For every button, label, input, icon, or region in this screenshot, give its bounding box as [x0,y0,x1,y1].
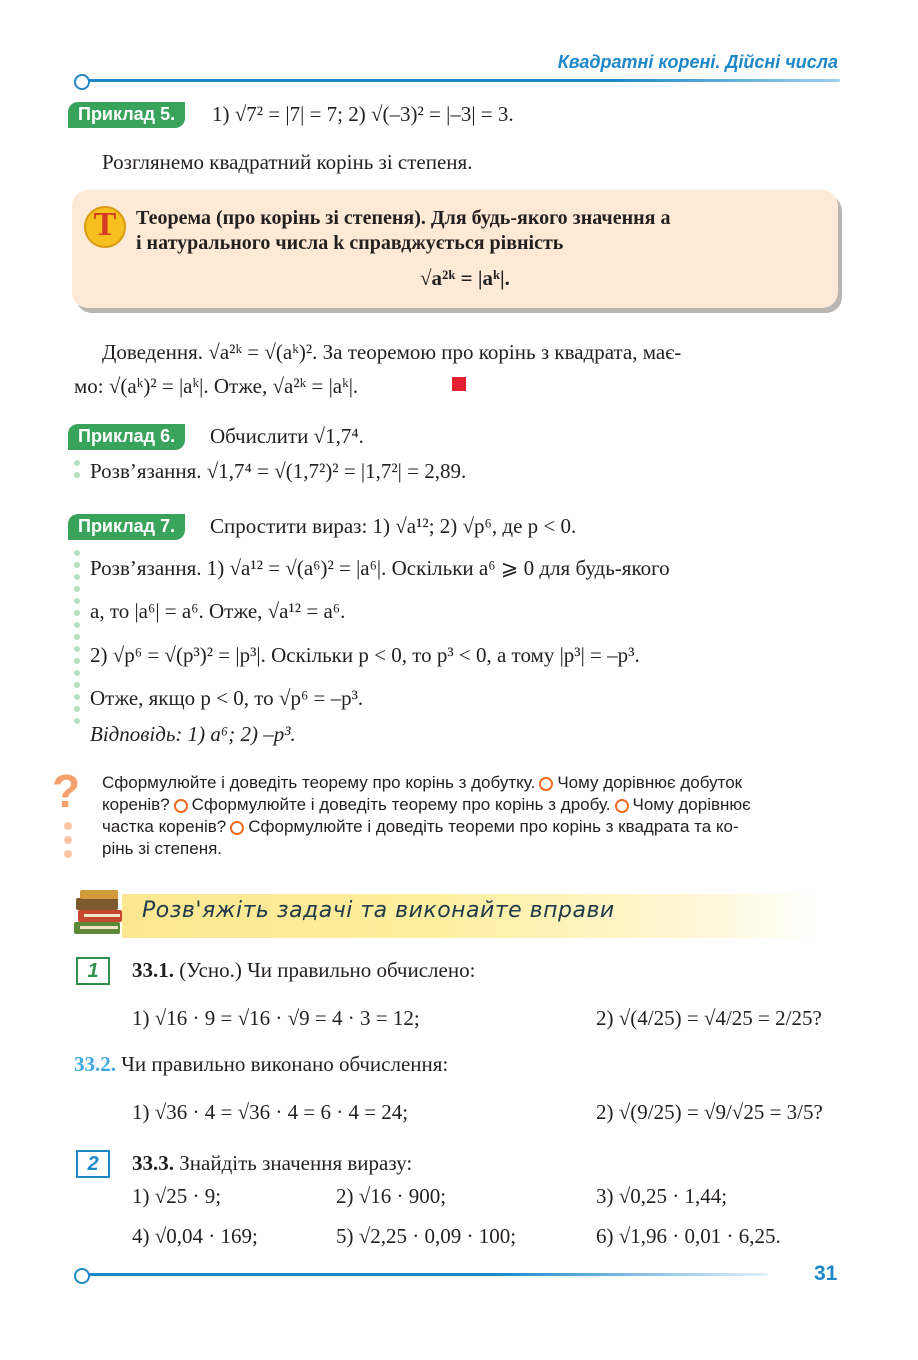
running-title: Квадратні корені. Дійсні числа [557,52,838,72]
ex-33-2-header: 33.2. Чи правильно виконано обчислення: [74,1052,449,1076]
ex-33-3-item-3: 3) √0,25 · 1,44; [596,1184,728,1208]
bullet-ring-icon [615,799,629,813]
ex-33-1-part-2: 2) √(4/25) = √4/25 = 2/25? [596,1006,822,1030]
ex-33-2-part-1: 1) √36 · 4 = √36 · 4 = 6 · 4 = 24; [132,1100,409,1124]
header-rule [88,79,840,82]
example-7-line-3: 2) √p⁶ = √(p³)² = |p³|. Оскільки p < 0, то p³ < 0, а тому |p³| = –p³. [90,643,640,667]
review-questions: Сформулюйте і доведіть теорему про корінь з добутку. Чому дорівнює добуток коренів? Сформулюйте і доведіть теорему про корінь з дробу. Чому дорівнює частка коренів? Сформулюйте і доведіть теореми про корінь з квадрата та ко- рінь зі степеня. [102,773,751,858]
ex-33-3-item-5: 5) √2,25 · 0,09 · 100; [336,1224,517,1248]
ex-33-1-header: 33.1. (Усно.) Чи правильно обчислено: [132,958,476,982]
exercises-banner-title: Розв'яжіть задачі та виконайте вправи [142,898,615,923]
example-7-line-1: Розв’язання. 1) √a¹² = √(a⁶)² = |a⁶|. Оскільки a⁶ ⩾ 0 для будь-якого [90,556,670,580]
question-dot-icon [64,822,72,830]
ex-33-3-item-4: 4) √0,04 · 169; [132,1224,258,1248]
example-5-badge: Приклад 5. [68,102,185,128]
ex-33-3-item-6: 6) √1,96 · 0,01 · 6,25. [596,1224,781,1248]
proof-line-2: мо: √(aᵏ)² = |aᵏ|. Отже, √a²ᵏ = |aᵏ|. [74,374,359,398]
bullet-ring-icon [230,821,244,835]
footer-rule [88,1273,768,1276]
example-7-task: Спростити вираз: 1) √a¹²; 2) √p⁶, де p < 0. [210,514,577,538]
example-7-line-2: a, то |a⁶| = a⁶. Отже, √a¹² = a⁶. [90,599,346,623]
ex-33-2-part-2: 2) √(9/25) = √9/√25 = 3/5? [596,1100,823,1124]
solution-dots-icon [74,460,80,484]
solution-dots-icon [74,550,80,730]
level-2-badge: 2 [76,1150,110,1178]
intro-line: Розглянемо квадратний корінь зі степеня. [102,150,473,174]
header-rule-start-icon [74,74,90,90]
example-6-task: Обчислити √1,7⁴. [210,424,364,448]
books-icon [72,888,128,942]
footer-rule-start-icon [74,1268,90,1284]
ex-33-3-header: 33.3. Знайдіть значення виразу: [132,1151,413,1175]
example-7-answer: Відповідь: 1) a⁶; 2) –p³. [90,722,296,746]
ex-33-3-item-1: 1) √25 · 9; [132,1184,222,1208]
theorem-line-1: Теорема (про корінь зі степеня). Для будь-якого значення a [136,207,671,229]
end-of-proof-icon [452,377,466,391]
example-5-text: 1) √7² = |7| = 7; 2) √(–3)² = |–3| = 3. [212,102,514,126]
bullet-ring-icon [539,777,553,791]
ex-33-3-item-2: 2) √16 · 900; [336,1184,447,1208]
question-mark-icon: ? [52,765,81,817]
ex-33-1-part-1: 1) √16 · 9 = √16 · √9 = 4 · 3 = 12; [132,1006,420,1030]
proof-line-1: Доведення. √a²ᵏ = √(aᵏ)². За теоремою про корінь з квадрата, має- [102,340,682,364]
theorem-icon: T [84,206,126,248]
theorem-formula: √a²ᵏ = |aᵏ|. [420,266,510,290]
bullet-ring-icon [174,799,188,813]
example-6-solution: Розв’язання. √1,7⁴ = √(1,7²)² = |1,7²| = 2,89. [90,459,467,483]
page-number: 31 [814,1262,838,1285]
example-7-line-4: Отже, якщо p < 0, то √p⁶ = –p³. [90,686,364,710]
question-dot-icon [64,850,72,858]
example-7-badge: Приклад 7. [68,514,185,540]
question-dot-icon [64,836,72,844]
example-6-badge: Приклад 6. [68,424,185,450]
level-1-badge: 1 [76,957,110,985]
theorem-line-2: і натурального числа k справджується рівність [136,232,564,254]
